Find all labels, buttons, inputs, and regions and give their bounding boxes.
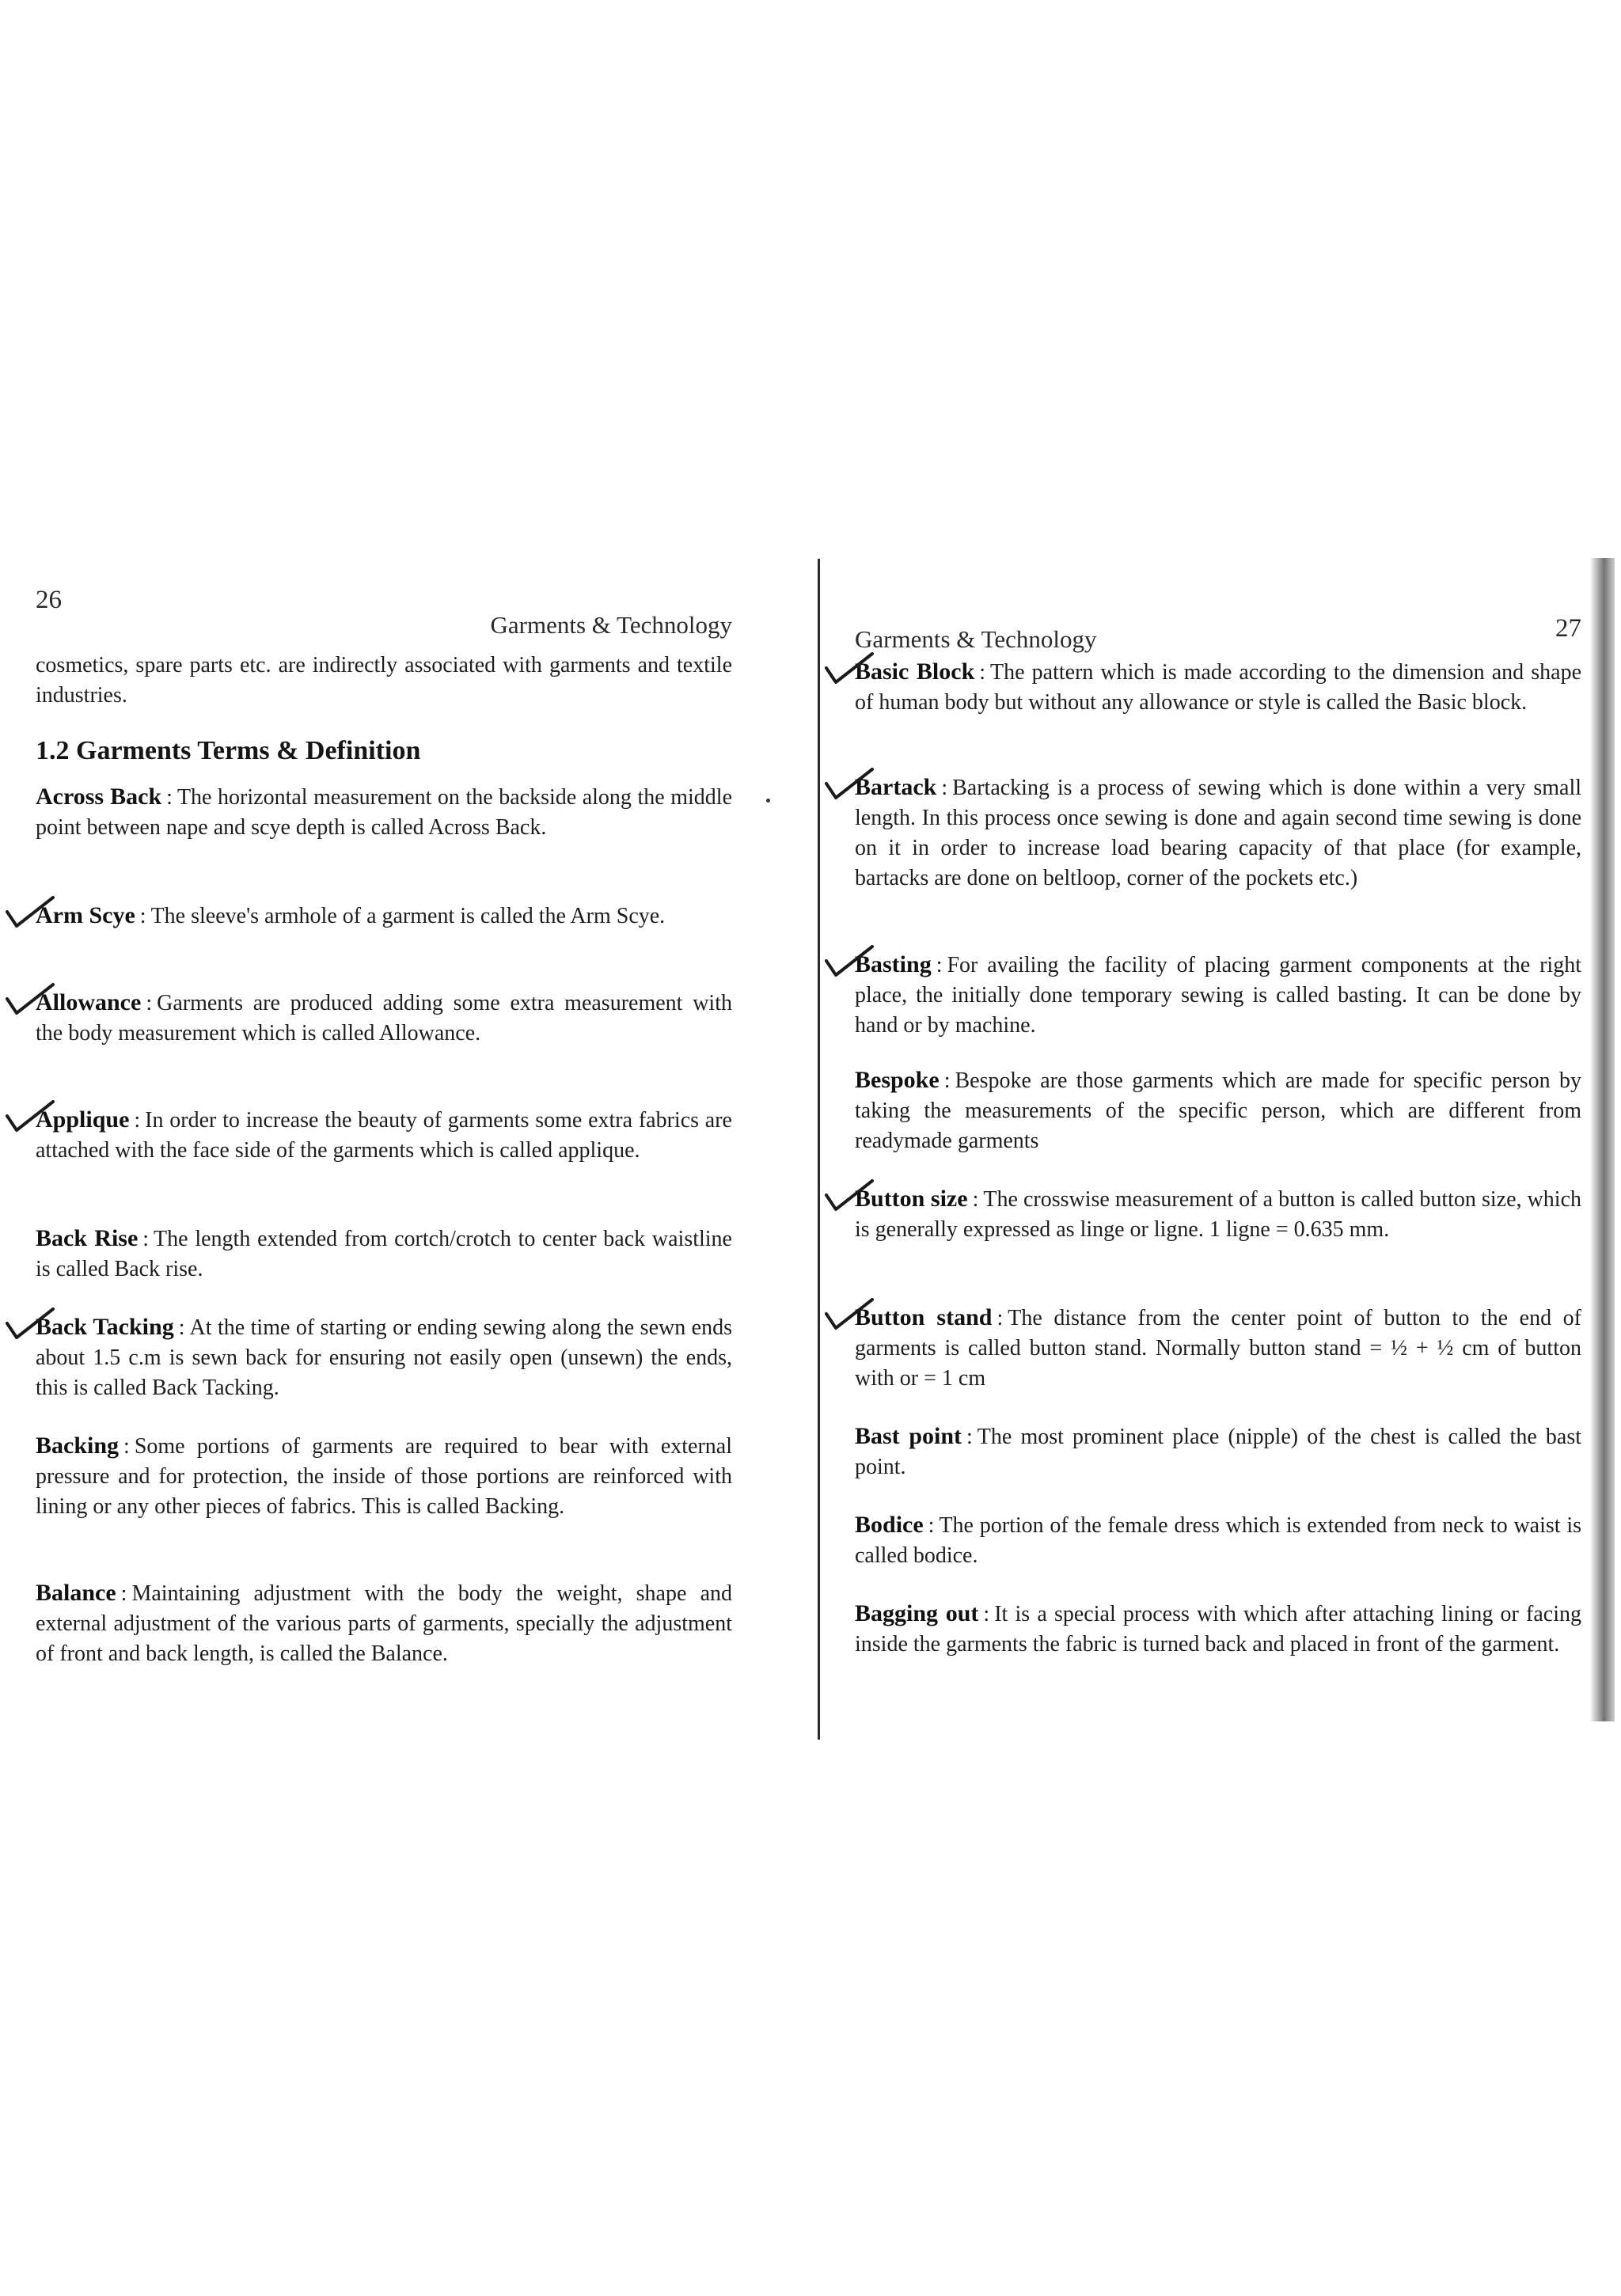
glossary-entry: Across Back : The horizontal measurement on the backside along the middle point between nape and scye depth is called Across Back. — [36, 784, 732, 840]
entry-definition: The portion of the female dress which is extended from neck to waist is called bodice. — [855, 1513, 1581, 1568]
entry-term: Bagging out — [855, 1600, 979, 1626]
entry-definition: Bespoke are those garments which are made for specific person by taking the measurements of the specific person, which are different from readymade garments — [855, 1068, 1581, 1153]
entry-definition: The most prominent place (nipple) of the chest is called the bast point. — [855, 1425, 1581, 1479]
checkmark-icon — [823, 766, 879, 803]
glossary-entry: Back Rise : The length extended from cortch/crotch to center back waistline is called Back rise. — [36, 1225, 732, 1281]
entry-term: Applique — [36, 1106, 130, 1133]
glossary-entry: Bast point : The most prominent place (nipple) of the chest is called the bast point. — [855, 1423, 1581, 1479]
entry-definition: The distance from the center point of button to the end of garments is called button stand. Normally button stand = ½ + ½ cm of button with or = 1 cm — [855, 1306, 1581, 1391]
entry-definition: Some portions of garments are required to bear with external pressure and for protection, the inside of those portions are reinforced with lining or any other pieces of fabrics. This is called Backing. — [36, 1434, 732, 1519]
entry-term: Backing — [36, 1433, 120, 1459]
glossary-entry: Basic Block : The pattern which is made according to the dimension and shape of human body but without any allowance or style is called the Basic block. — [855, 657, 1581, 718]
page-number: 26 — [36, 586, 62, 614]
entry-definition: Garments are produced adding some extra measurement with the body measurement which is called Allowance. — [36, 991, 732, 1046]
entry-term: Across Back — [36, 784, 162, 810]
entry-term: Bartack — [855, 774, 937, 800]
glossary-entry: Basting : For availing the facility of placing garment components at the right place, the initially done temporary sewing is called basting. It can be done by hand or by machine. — [855, 950, 1581, 1041]
page-number: 27 — [1555, 614, 1581, 643]
entry-definition: The length extended from cortch/crotch to center back waistline is called Back rise. — [36, 1227, 732, 1281]
glossary-entry: Back Tacking : At the time of starting or ending sewing along the sewn ends about 1.5 c.m is sewn back for ensuring not easily open (unsewn) the ends, this is called Back Tacking. — [36, 1312, 732, 1403]
running-head: Garments & Technology — [855, 625, 1097, 653]
glossary-entry: Bespoke : Bespoke are those garments which are made for specific person by taking the measurements of the specific person, which are different from readymade garments — [855, 1067, 1581, 1153]
entry-definition: The crosswise measurement of a button is called button size, which is generally expressed as linge or ligne. 1 ligne = 0.635 mm. — [855, 1187, 1582, 1242]
glossary-entry: Bagging out : It is a special process with which after attaching lining or facing inside the garments the fabric is turned back and placed in front of the garment. — [855, 1600, 1581, 1657]
checkmark-icon — [823, 1178, 879, 1214]
entry-term: Button size — [855, 1186, 968, 1212]
entry-term: Back Rise — [36, 1225, 139, 1251]
entry-definition: The pattern which is made according to the dimension and shape of human body but without any allowance or style is called the Basic block. — [855, 660, 1581, 715]
entry-term: Basic Block — [855, 658, 975, 685]
glossary-entry: Bodice : The portion of the female dress which is extended from neck to waist is called bodice. — [855, 1512, 1581, 1568]
checkmark-icon — [4, 894, 59, 931]
entry-term: Back Tacking — [36, 1314, 174, 1340]
entry-definition: Bartacking is a process of sewing which is done within a very small length. In this process once sewing is done and again second time sewing is done on it in order to increase load bearing capacity of that place (for example, bartacks are done on beltloop, corner of the pockets etc.) — [855, 776, 1581, 890]
entry-definition: In order to increase the beauty of garments some extra fabrics are attached with the face side of the garments which is called applique. — [36, 1108, 732, 1163]
entry-term: Balance — [36, 1580, 116, 1606]
glossary-entry: Bartack : Bartacking is a process of sewing which is done within a very small length. In this process once sewing is done and again second time sewing is done on it in order to increase load bearing capacity of that place (for example, bartacks are done on beltloop, corner of the pockets etc.) — [855, 772, 1581, 894]
checkmark-icon — [823, 1296, 879, 1333]
entry-term: Arm Scye — [36, 902, 135, 928]
right-page — [855, 602, 1581, 1733]
page-edge-shadow — [1591, 558, 1615, 1721]
checkmark-icon — [823, 943, 879, 980]
section-heading: 1.2 Garments Terms & Definition — [36, 736, 421, 765]
entry-definition: The horizontal measurement on the backside along the middle point between nape and scye depth is called Across Back. — [36, 785, 732, 840]
entry-definition: At the time of starting or ending sewing along the sewn ends about 1.5 c.m is sewn back for ensuring not easily open (unsewn) the ends, this is called Back Tacking. — [36, 1315, 733, 1400]
glossary-entry: Allowance : Garments are produced adding some extra measurement with the body measurement which is called Allowance. — [36, 988, 732, 1049]
entry-term: Button stand — [855, 1304, 993, 1330]
entry-term: Bespoke — [855, 1067, 940, 1093]
entry-definition: The sleeve's armhole of a garment is called the Arm Scye. — [150, 904, 666, 928]
checkmark-icon — [4, 1099, 59, 1135]
page-gutter-line — [818, 559, 820, 1740]
glossary-entry: Balance : Maintaining adjustment with the body the weight, shape and external adjustment of the various parts of garments, specially the adjustment of front and back length, is called the Balance. — [36, 1580, 732, 1666]
checkmark-icon — [4, 1306, 59, 1342]
glossary-entry: Applique : In order to increase the beauty of garments some extra fabrics are attached with the face side of the garments which is called applique. — [36, 1105, 732, 1166]
entry-definition: For availing the facility of placing garment components at the right place, the initially done temporary sewing is called basting. It can be done by hand or by machine. — [855, 953, 1581, 1038]
ink-dot — [766, 799, 770, 803]
entry-definition: It is a special process with which after attaching lining or facing inside the garments the fabric is turned back and placed in front of the garment. — [855, 1602, 1581, 1657]
intro-text: cosmetics, spare parts etc. are indirectly associated with garments and textile industries. — [36, 653, 732, 708]
entry-definition: Maintaining adjustment with the body the weight, shape and external adjustment of the various parts of garments, specially the adjustment of front and back length, is called the Balance. — [36, 1581, 732, 1666]
entry-term: Allowance — [36, 989, 142, 1015]
glossary-entry: Button stand : The distance from the center point of button to the end of garments is called button stand. Normally button stand = ½ + ½ cm of button with or = 1 cm — [855, 1303, 1581, 1394]
glossary-entry: Button size : The crosswise measurement of a button is called button size, which is generally expressed as linge or ligne. 1 ligne = 0.635 mm. — [855, 1184, 1581, 1245]
checkmark-icon — [823, 651, 879, 687]
checkmark-icon — [4, 981, 59, 1018]
entry-term: Bodice — [855, 1512, 924, 1538]
entry-term: Bast point — [855, 1423, 962, 1449]
running-head: Garments & Technology — [490, 611, 732, 639]
glossary-entry: Backing : Some portions of garments are required to bear with external pressure and for protection, the inside of those portions are reinforced with lining or any other pieces of fabrics. This is called Backing. — [36, 1433, 732, 1519]
glossary-entry: Arm Scye : The sleeve's armhole of a garment is called the Arm Scye. — [36, 901, 732, 932]
left-page — [36, 586, 732, 1725]
entry-term: Basting — [855, 951, 932, 977]
